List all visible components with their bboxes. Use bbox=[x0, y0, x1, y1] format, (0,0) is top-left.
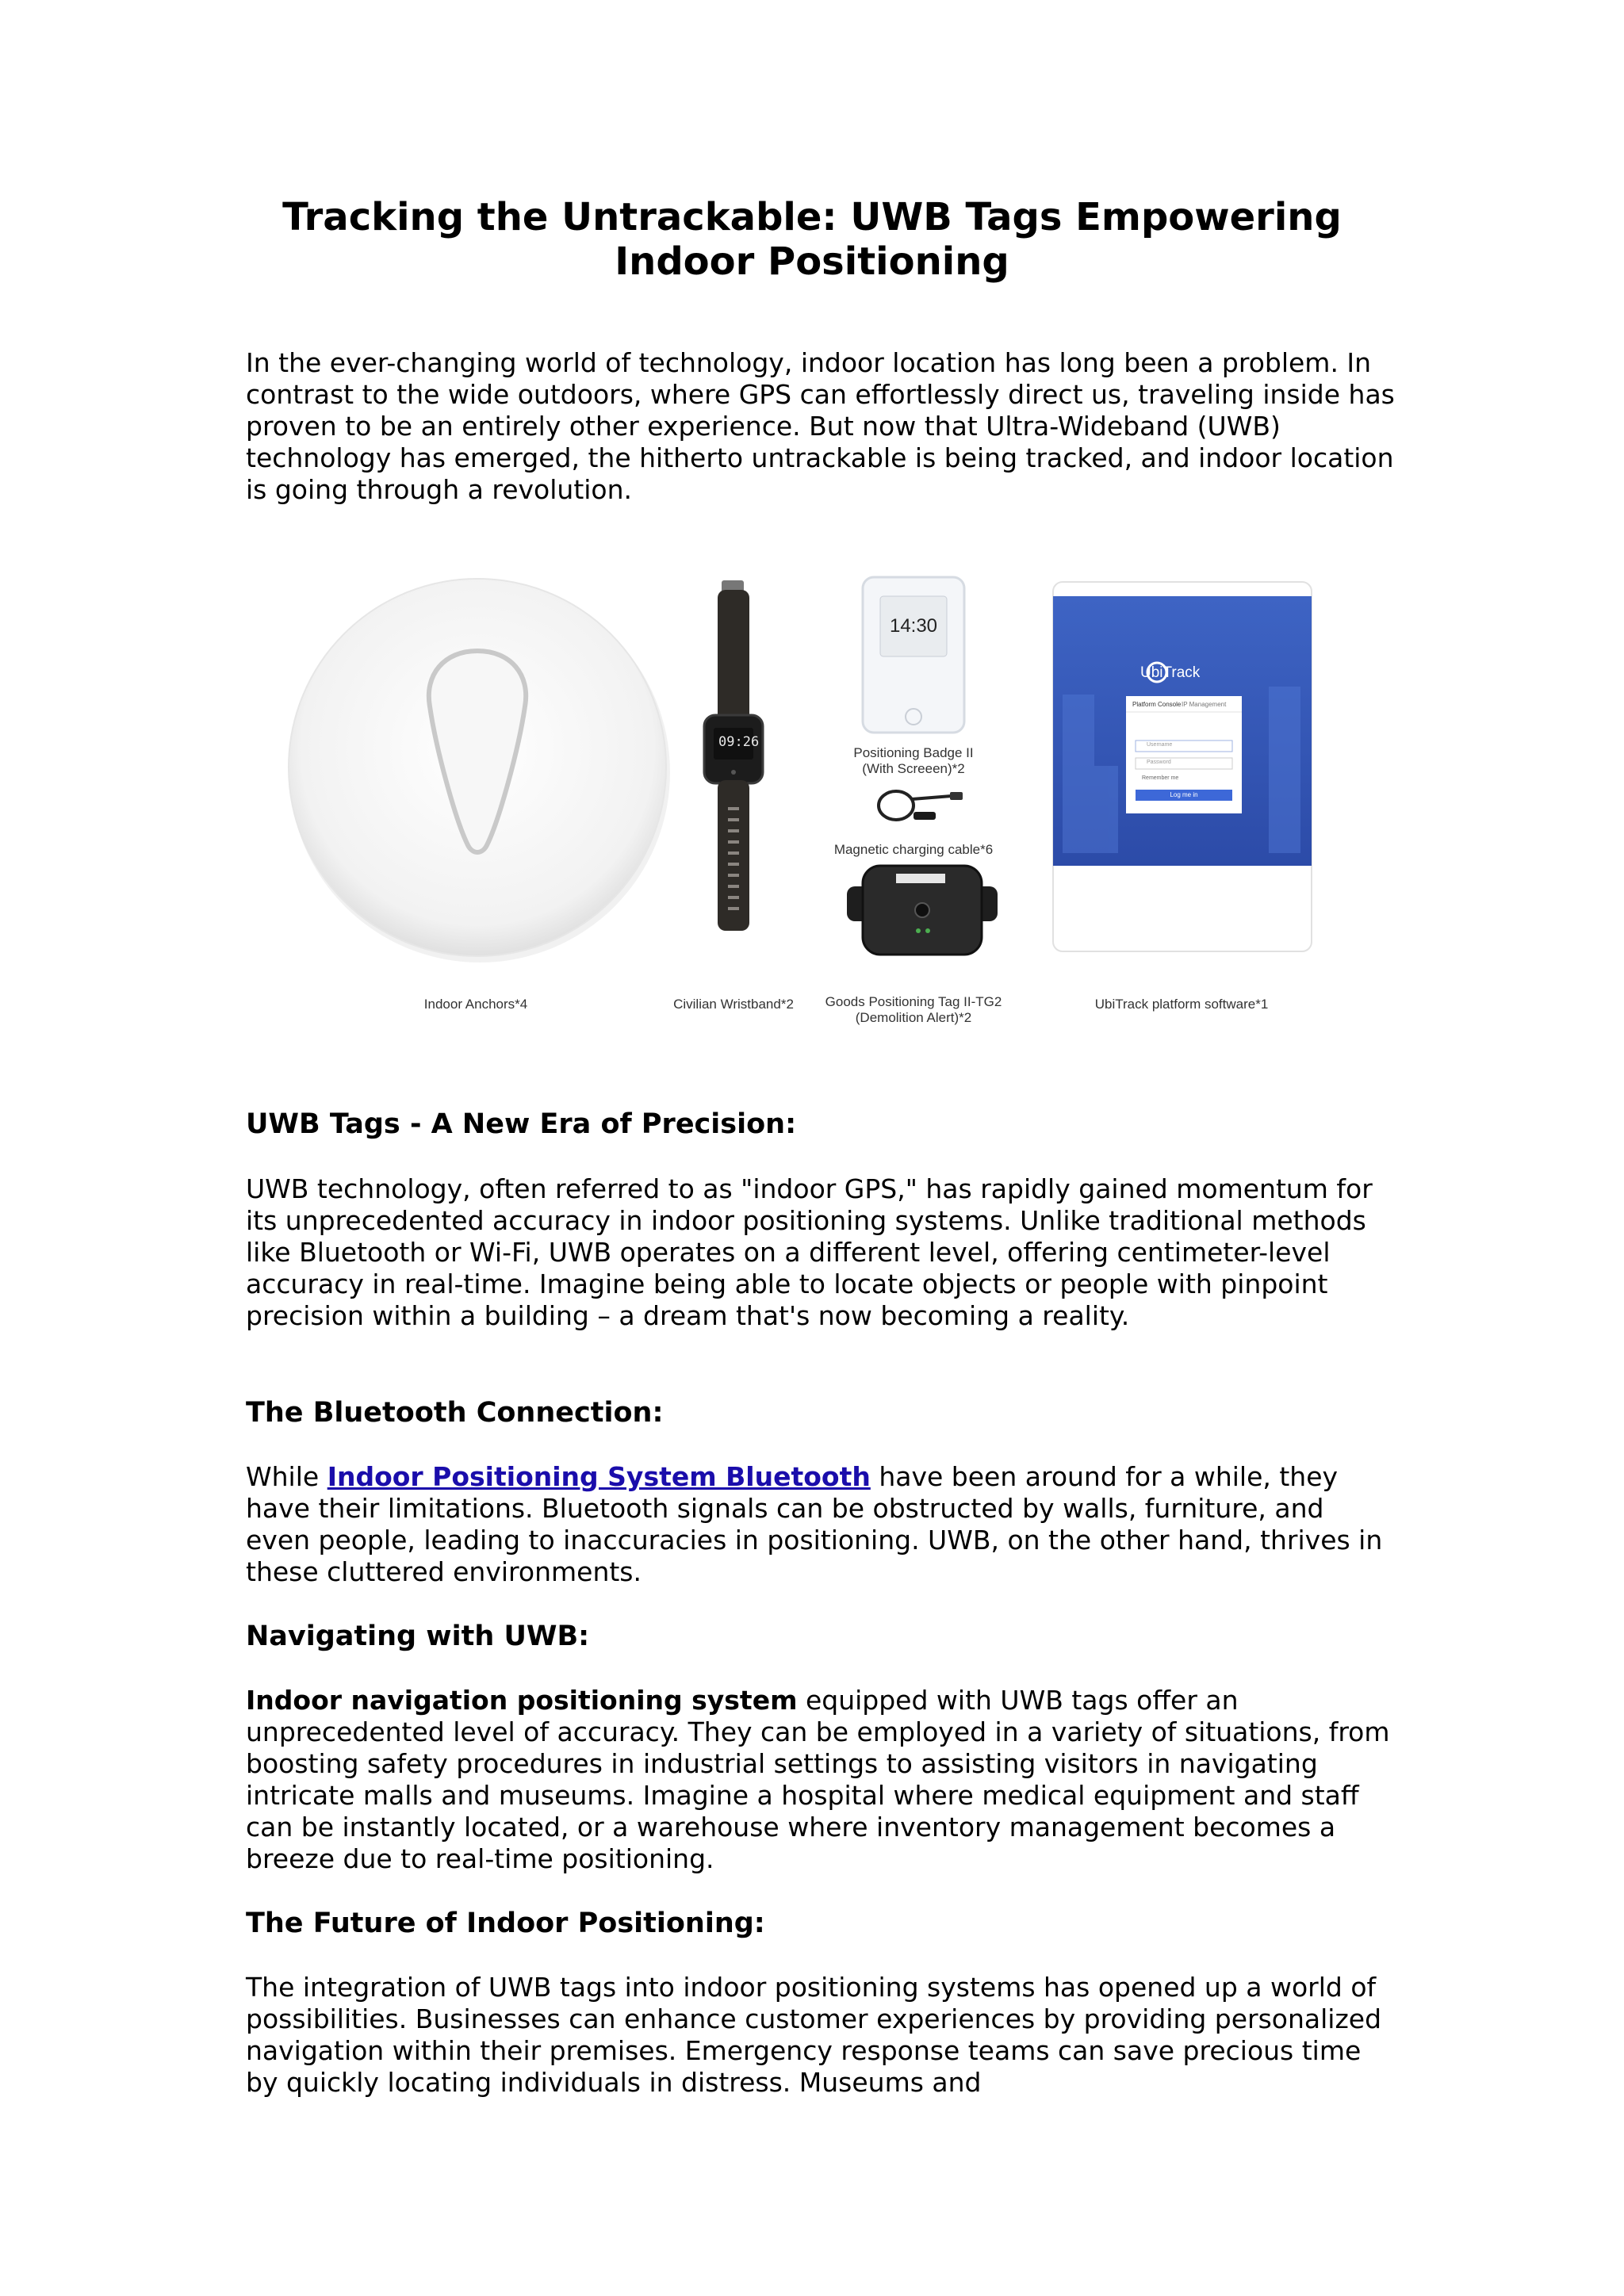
section-heading-uwb-tags: UWB Tags - A New Era of Precision: bbox=[246, 1108, 797, 1140]
caption-charging-cable: Magnetic charging cable*6 bbox=[833, 842, 994, 857]
ubitrack-platform bbox=[1053, 582, 1312, 951]
platform-brand: UbiTrack bbox=[1140, 664, 1201, 681]
bluetooth-body-prefix: While bbox=[246, 1461, 327, 1492]
section-body-future: The integration of UWB tags into indoor positioning systems has opened up a world of possibilities. Businesses can enhance customer experiences by providing personalized navigation within their premises. Emergency response teams can save precious time by quickly locating individuals in distress. Museums and bbox=[246, 1972, 1382, 2098]
badge-time: 14:30 bbox=[889, 615, 938, 637]
title-line-2: Indoor Positioning bbox=[615, 239, 1009, 284]
section-heading-future: The Future of Indoor Positioning: bbox=[246, 1908, 765, 1939]
page-title bbox=[238, 195, 1386, 284]
charging-cable bbox=[879, 791, 963, 820]
platform-login-button: Log me in bbox=[1170, 791, 1198, 798]
caption-positioning-badge: Positioning Badge II (With Screeen)*2 bbox=[853, 745, 974, 776]
section-body-uwb-tags: UWB technology, often referred to as "indoor GPS," has rapidly gained momentum for its unprecedented accuracy in indoor positioning systems. Unlike traditional methods like Bluetooth or Wi-Fi, UWB operates on a different level, offering centimeter-level accuracy in real-time. Imagine being able to locate objects or people with pinpoint precision within a building – a dream that's now becoming a reality. bbox=[246, 1173, 1373, 1331]
intro-paragraph: In the ever-changing world of technology, indoor location has long been a problem. In contrast to the wide outdoors, where GPS can effortlessly direct us, traveling inside has proven to be an entirely other experience. But now that Ultra-Wideband (UWB) technology has emerged, the hitherto untrackable is being tracked, and indoor location is going through a revolution. bbox=[246, 347, 1395, 505]
section-heading-navigating: Navigating with UWB: bbox=[246, 1621, 590, 1652]
civilian-wristband bbox=[704, 580, 763, 931]
wristband-time: 09:26 bbox=[718, 734, 760, 750]
bluetooth-body-suffix: have been around for a while, they have their limitations. Bluetooth signals can be obstructed by walls, furniture, and even people, leading to inaccuracies in positioning. UWB, on the other hand, thrives in these cluttered environments. bbox=[246, 1461, 1383, 1587]
navigating-bold-lead: Indoor navigation positioning system bbox=[246, 1685, 798, 1716]
caption-platform: UbiTrack platform software*1 bbox=[1094, 997, 1269, 1012]
section-body-navigating bbox=[246, 1685, 1396, 1875]
caption-civilian-wristband: Civilian Wristband*2 bbox=[673, 997, 794, 1012]
product-image bbox=[270, 568, 1356, 1043]
platform-username-field: Username bbox=[1147, 742, 1173, 748]
platform-tab-ip: IP Management bbox=[1182, 701, 1227, 708]
platform-password-field: Password bbox=[1147, 760, 1171, 765]
caption-goods-tag: Goods Positioning Tag II-TG2 (Demolition Alert)*2 bbox=[825, 994, 1002, 1025]
caption-indoor-anchors: Indoor Anchors*4 bbox=[423, 997, 528, 1012]
goods-positioning-tag bbox=[847, 866, 998, 955]
indoor-positioning-bluetooth-link[interactable]: Indoor Positioning System Bluetooth bbox=[327, 1461, 871, 1492]
section-heading-bluetooth: The Bluetooth Connection: bbox=[246, 1397, 664, 1429]
section-body-bluetooth bbox=[246, 1461, 1396, 1588]
platform-tab-console: Platform Console bbox=[1132, 701, 1182, 708]
indoor-anchor bbox=[289, 579, 670, 962]
platform-remember: Remember me bbox=[1142, 775, 1179, 781]
positioning-badge bbox=[863, 577, 964, 733]
product-illustration bbox=[270, 568, 1356, 1043]
navigating-body-text: equipped with UWB tags offer an unprecedented level of accuracy. They can be employed in a variety of situations, from boosting safety procedures in industrial settings to assisting visitors in navigating intricate malls and museums. Imagine a hospital where medical equipment and staff can be instantly located, or a warehouse where inventory management becomes a breeze due to real-time positioning. bbox=[246, 1685, 1390, 1874]
title-line-1: Tracking the Untrackable: UWB Tags Empowering bbox=[282, 195, 1342, 239]
